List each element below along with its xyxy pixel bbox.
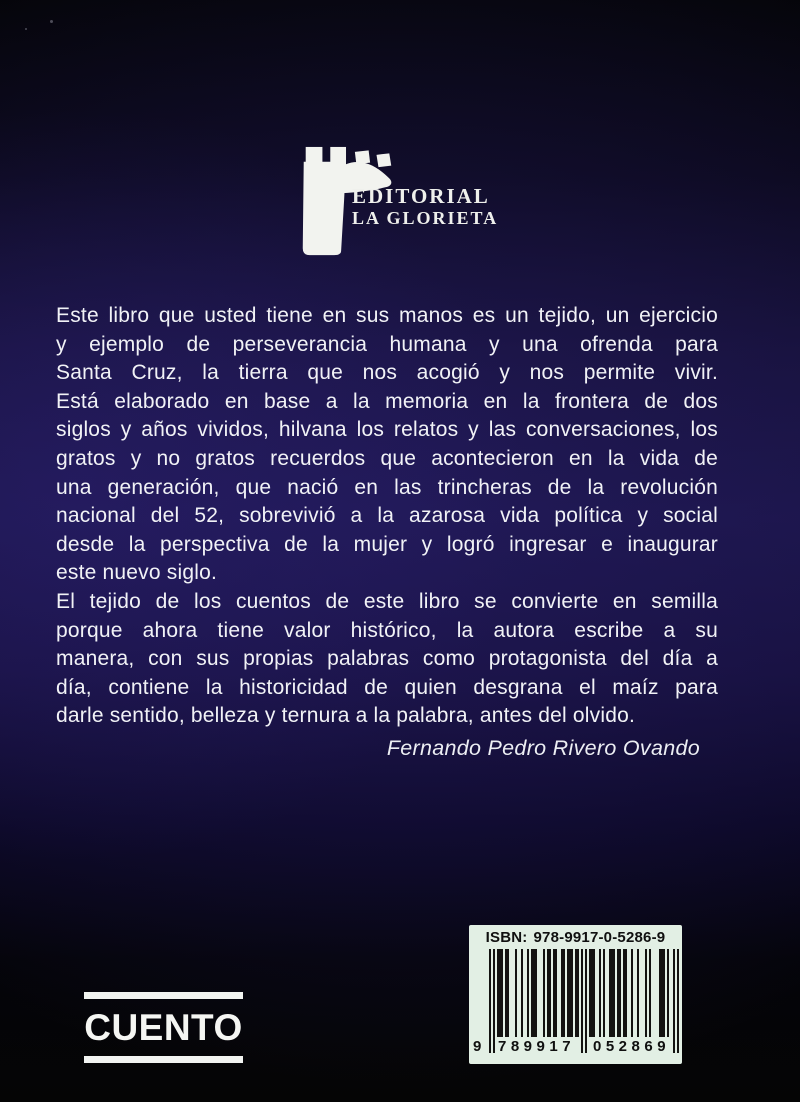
blurb-text <box>56 302 718 731</box>
blurb-line: nacional del 52, sobrevivió a la azarosa vida política y social <box>56 504 718 528</box>
blurb-line: Está elaborado en base a la memoria en la frontera de dos <box>56 389 718 413</box>
blurb-line: darle sentido, belleza y ternura a la palabra, antes del olvido. <box>56 704 635 728</box>
barcode-digits-right: 052869 <box>593 1038 671 1055</box>
blurb-line: siglos y años vividos, hilvana los relatos y las conversaciones, los <box>56 418 718 442</box>
genre-label: CUENTO <box>84 1006 243 1048</box>
dust-speck <box>50 20 53 23</box>
genre-rule-bottom <box>84 1056 243 1063</box>
publisher-name <box>352 186 498 229</box>
isbn-line <box>469 929 682 946</box>
genre-rule-top <box>84 992 243 999</box>
barcode-digits-left: 789917 <box>498 1038 576 1055</box>
dust-speck <box>25 28 27 30</box>
barcode-digit-first: 9 <box>473 1038 482 1055</box>
author-name: Fernando Pedro Rivero Ovando <box>386 736 700 760</box>
blurb-line: una generación, que nació en las trincheras de la revolución <box>56 475 718 499</box>
isbn-box <box>469 925 682 1064</box>
publisher-name-line2: LA GLORIETA <box>352 208 499 228</box>
blurb-line: manera, con sus propias palabras como protagonista del día a <box>56 647 718 671</box>
blurb-line: desde la perspectiva de la mujer y logró ingresar e inaugurar <box>56 532 718 556</box>
blurb-line: día, contiene la historicidad de quien desgrana el maíz para <box>56 675 718 699</box>
blurb-line: Santa Cruz, la tierra que nos acogió y nos permite vivir. <box>56 361 718 385</box>
blurb-line: El tejido de los cuentos de este libro se convierte en semilla <box>56 589 718 613</box>
blurb-line: gratos y no gratos recuerdos que acontecieron en la vida de <box>56 446 718 470</box>
genre-block <box>84 992 243 1063</box>
blurb-line: y ejemplo de perseverancia humana y una ofrenda para <box>56 332 718 356</box>
blurb-line: porque ahora tiene valor histórico, la autora escribe a su <box>56 618 718 642</box>
publisher-name-line1: EDITORIAL <box>352 184 490 208</box>
isbn-number: 978-9917-0-5286-9 <box>533 929 666 946</box>
blurb-line: Este libro que usted tiene en sus manos es un tejido, un ejercicio <box>56 304 718 327</box>
blurb-line: este nuevo siglo. <box>56 561 218 585</box>
isbn-label: ISBN: <box>485 929 528 946</box>
